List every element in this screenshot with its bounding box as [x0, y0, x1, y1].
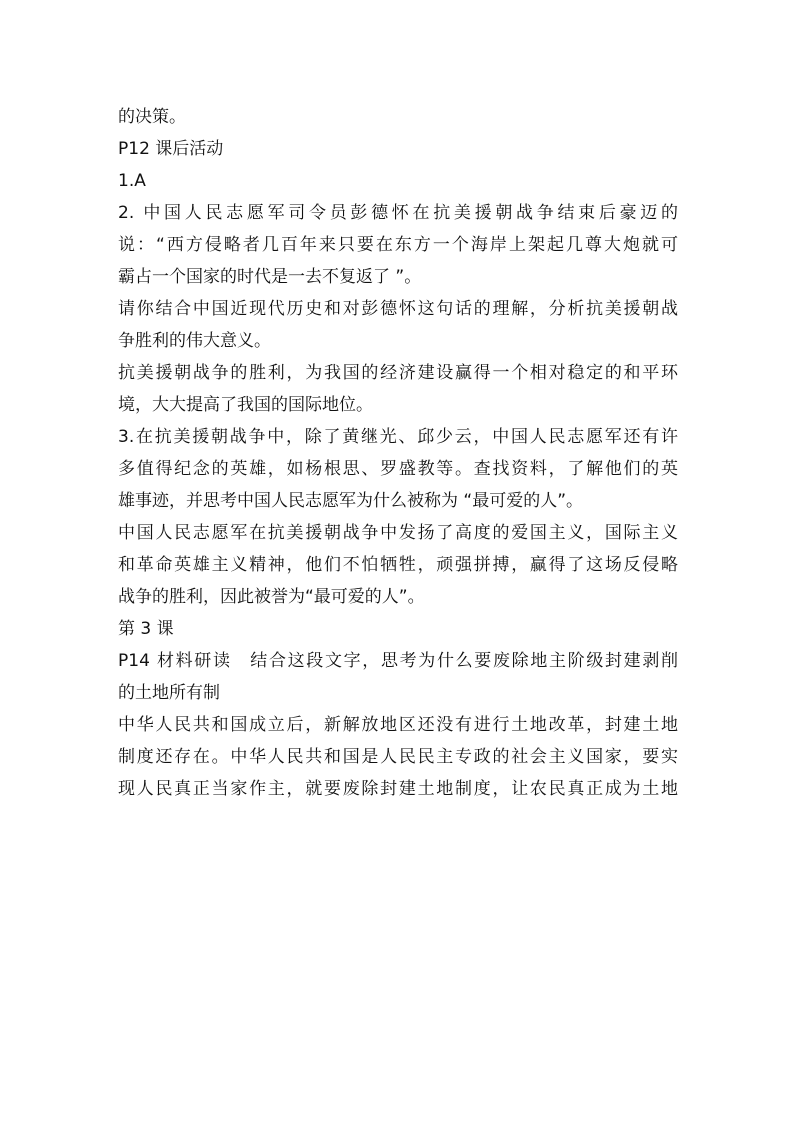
answer-line: 抗美援朝战争的胜利，为我国的经济建设赢得一个相对稳定的和平环: [118, 363, 678, 383]
lesson-heading: 第 3 课: [118, 619, 174, 639]
answer-line: 中国人民志愿军在抗美援朝战争中发扬了高度的爱国主义，国际主义: [118, 523, 678, 543]
question-line: 请你结合中国近现代历史和对彭德怀这句话的理解，分析抗美援朝战: [118, 299, 678, 319]
question-line: 3.在抗美援朝战争中，除了黄继光、邱少云，中国人民志愿军还有许: [118, 427, 678, 447]
question-line: 多值得纪念的英雄，如杨根思、罗盛教等。查找资料，了解他们的英: [118, 459, 678, 479]
section-heading: P12 课后活动: [118, 139, 224, 159]
question-line: 霸占一个国家的时代是一去不复返了 ”。: [118, 267, 422, 287]
section-heading: 的土地所有制: [118, 683, 220, 703]
answer-line: 制度还存在。中华人民共和国是人民民主专政的社会主义国家，要实: [118, 747, 678, 767]
answer-line: 现人民真正当家作主，就要废除封建土地制度，让农民真正成为土地: [118, 779, 678, 799]
answer-line: 战争的胜利，因此被誉为“最可爱的人”。: [118, 587, 425, 607]
question-line: 2. 中国人民志愿军司令员彭德怀在抗美援朝战争结束后豪迈的: [118, 203, 678, 223]
document-body: [118, 101, 678, 805]
text-line: 的决策。: [118, 107, 186, 127]
answer-line: 中华人民共和国成立后，新解放地区还没有进行土地改革，封建土地: [118, 715, 678, 735]
answer-line: 境，大大提高了我国的国际地位。: [118, 395, 373, 415]
answer-line: 和革命英雄主义精神，他们不怕牺牲，顽强拼搏，赢得了这场反侵略: [118, 555, 678, 575]
section-heading: P14 材料研读 结合这段文字，思考为什么要废除地主阶级封建剥削: [118, 651, 678, 671]
question-line: 说：“西方侵略者几百年来只要在东方一个海岸上架起几尊大炮就可: [118, 235, 678, 255]
question-line: 雄事迹，并思考中国人民志愿军为什么被称为 “最可爱的人”。: [118, 491, 584, 511]
answer-line: 1.A: [118, 171, 146, 191]
question-line: 争胜利的伟大意义。: [118, 331, 271, 351]
